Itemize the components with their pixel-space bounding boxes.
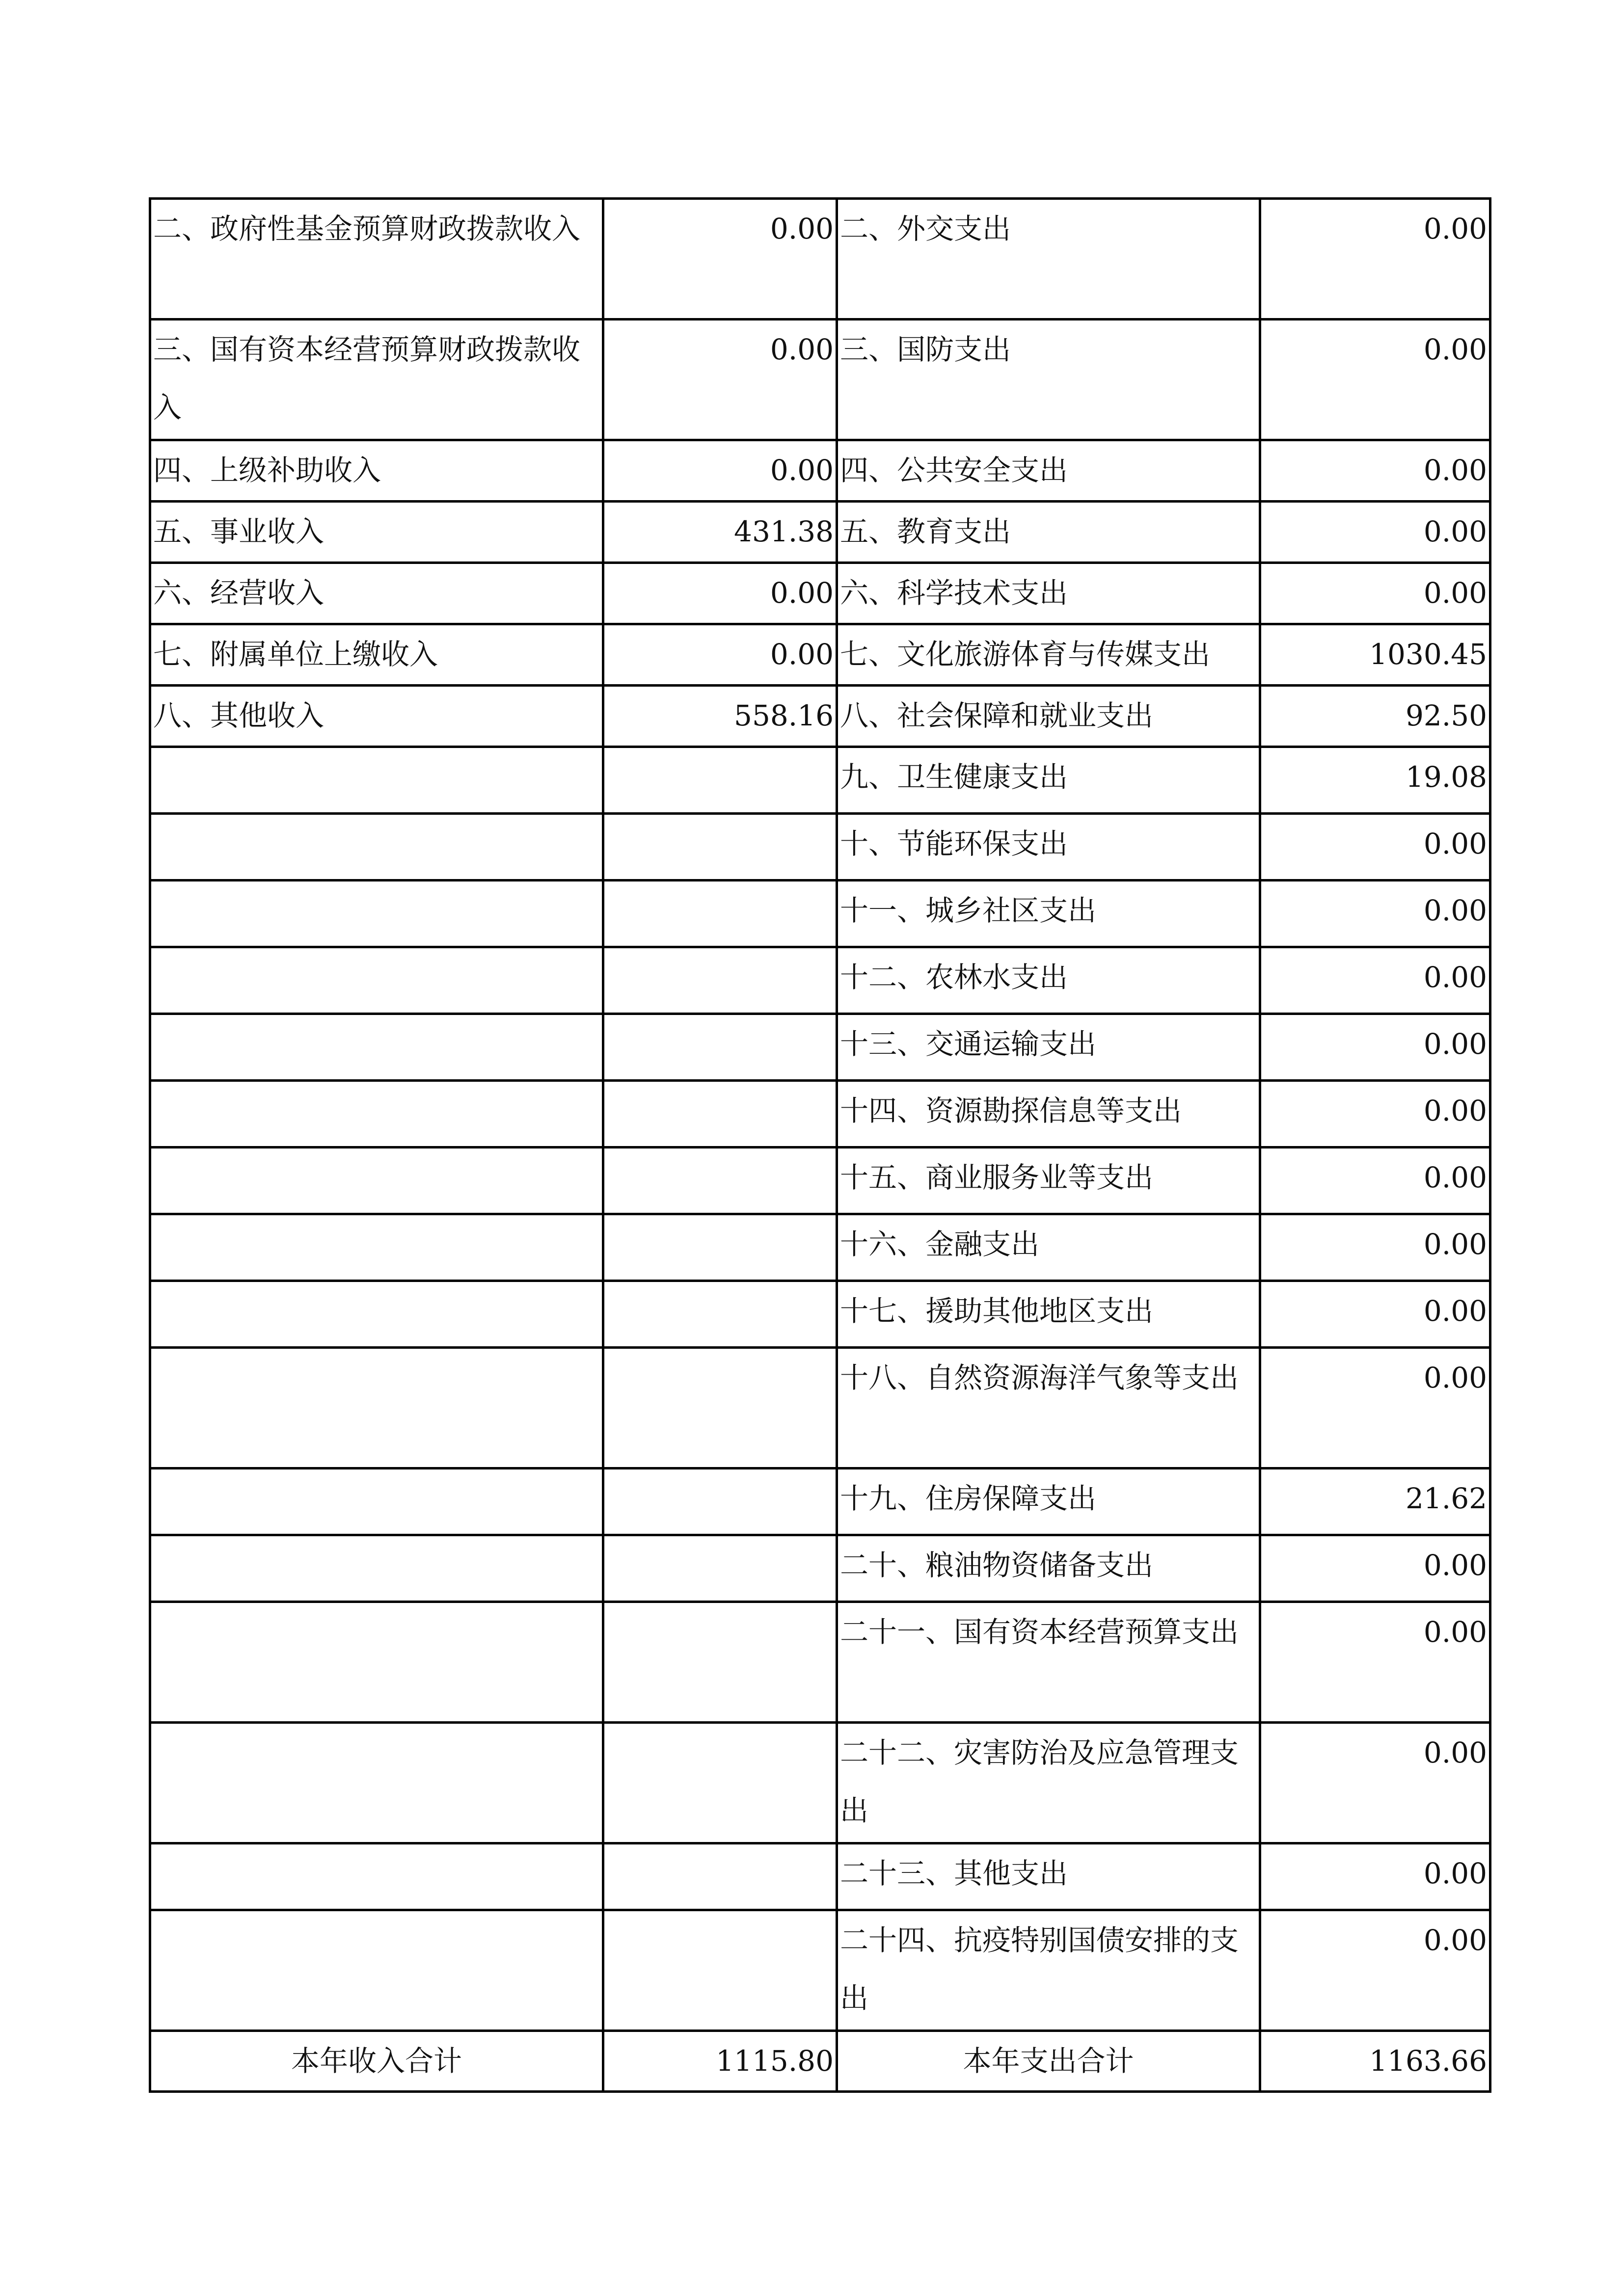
expense-label: 十九、住房保障支出 [837,1468,1260,1535]
expense-total-value: 1163.66 [1260,2031,1490,2092]
table-row [150,563,1490,624]
income-label [150,1348,603,1468]
income-label [150,1468,603,1535]
expense-value: 19.08 [1260,747,1490,814]
income-label [150,1843,603,1910]
income-value: 0.00 [603,624,837,686]
table-row [150,947,1490,1014]
income-label [150,947,603,1014]
expense-label: 十八、自然资源海洋气象等支出 [837,1348,1260,1468]
income-label: 二、政府性基金预算财政拨款收入 [150,199,603,320]
expense-label: 八、社会保障和就业支出 [837,686,1260,747]
income-value [603,1468,837,1535]
totals-row [150,2031,1490,2092]
budget-table [149,197,1491,2093]
table-row [150,1148,1490,1214]
table-row [150,1535,1490,1602]
income-value: 0.00 [603,320,837,440]
table-row [150,686,1490,747]
table-row [150,1214,1490,1281]
table-row [150,747,1490,814]
table-row [150,814,1490,881]
expense-label: 十七、援助其他地区支出 [837,1281,1260,1348]
income-label [150,1723,603,1843]
income-value [603,1348,837,1468]
expense-label: 十四、资源勘探信息等支出 [837,1081,1260,1148]
table-row [150,320,1490,440]
income-value: 0.00 [603,199,837,320]
table-row [150,1081,1490,1148]
expense-value: 21.62 [1260,1468,1490,1535]
table-row [150,199,1490,320]
table-row [150,440,1490,502]
table-row [150,881,1490,947]
expense-label: 十六、金融支出 [837,1214,1260,1281]
expense-value: 0.00 [1260,1214,1490,1281]
income-label: 三、国有资本经营预算财政拨款收入 [150,320,603,440]
income-value [603,1843,837,1910]
expense-label: 二十二、灾害防治及应急管理支出 [837,1723,1260,1843]
income-label [150,1081,603,1148]
income-value [603,1535,837,1602]
expense-value: 0.00 [1260,1081,1490,1148]
income-value [603,881,837,947]
expense-label: 十五、商业服务业等支出 [837,1148,1260,1214]
income-label: 七、附属单位上缴收入 [150,624,603,686]
income-value [603,1602,837,1723]
income-label [150,881,603,947]
expense-value: 0.00 [1260,563,1490,624]
expense-value: 0.00 [1260,1281,1490,1348]
expense-value: 0.00 [1260,199,1490,320]
table-row [150,1723,1490,1843]
income-value [603,1081,837,1148]
table-row [150,1843,1490,1910]
table-row [150,502,1490,563]
expense-value: 0.00 [1260,881,1490,947]
income-label [150,1281,603,1348]
expense-value: 0.00 [1260,320,1490,440]
expense-value: 0.00 [1260,440,1490,502]
expense-value: 0.00 [1260,1148,1490,1214]
expense-label: 十一、城乡社区支出 [837,881,1260,947]
income-value: 0.00 [603,440,837,502]
expense-label: 十三、交通运输支出 [837,1014,1260,1081]
income-label [150,747,603,814]
expense-label: 四、公共安全支出 [837,440,1260,502]
expense-value: 0.00 [1260,1535,1490,1602]
income-label: 四、上级补助收入 [150,440,603,502]
income-label: 八、其他收入 [150,686,603,747]
income-value [603,747,837,814]
income-value: 558.16 [603,686,837,747]
expense-total-label: 本年支出合计 [837,2031,1260,2092]
income-total-label: 本年收入合计 [150,2031,603,2092]
income-value [603,947,837,1014]
expense-label: 二十三、其他支出 [837,1843,1260,1910]
expense-value: 1030.45 [1260,624,1490,686]
expense-label: 二、外交支出 [837,199,1260,320]
income-value: 431.38 [603,502,837,563]
expense-value: 0.00 [1260,502,1490,563]
table-row [150,1602,1490,1723]
expense-label: 十、节能环保支出 [837,814,1260,881]
income-value [603,1910,837,2031]
income-label [150,1535,603,1602]
income-value [603,1014,837,1081]
income-value [603,814,837,881]
expense-label: 九、卫生健康支出 [837,747,1260,814]
expense-label: 二十、粮油物资储备支出 [837,1535,1260,1602]
table-row [150,1281,1490,1348]
income-label [150,1148,603,1214]
income-label [150,1910,603,2031]
income-total-value: 1115.80 [603,2031,837,2092]
expense-value: 0.00 [1260,1843,1490,1910]
income-value: 0.00 [603,563,837,624]
expense-value: 0.00 [1260,1014,1490,1081]
expense-label: 七、文化旅游体育与传媒支出 [837,624,1260,686]
expense-label: 二十一、国有资本经营预算支出 [837,1602,1260,1723]
expense-value: 0.00 [1260,1723,1490,1843]
expense-value: 0.00 [1260,1348,1490,1468]
income-label [150,1014,603,1081]
income-value [603,1723,837,1843]
table-row [150,1014,1490,1081]
expense-label: 二十四、抗疫特别国债安排的支出 [837,1910,1260,2031]
table-row [150,1910,1490,2031]
income-label: 六、经营收入 [150,563,603,624]
income-value [603,1214,837,1281]
expense-label: 五、教育支出 [837,502,1260,563]
table-row [150,1468,1490,1535]
income-label [150,814,603,881]
income-label: 五、事业收入 [150,502,603,563]
expense-value: 0.00 [1260,814,1490,881]
income-value [603,1148,837,1214]
expense-value: 92.50 [1260,686,1490,747]
income-label [150,1214,603,1281]
expense-value: 0.00 [1260,1910,1490,2031]
income-label [150,1602,603,1723]
table-row [150,624,1490,686]
income-value [603,1281,837,1348]
expense-label: 六、科学技术支出 [837,563,1260,624]
table-row [150,1348,1490,1468]
expense-label: 三、国防支出 [837,320,1260,440]
expense-value: 0.00 [1260,1602,1490,1723]
expense-value: 0.00 [1260,947,1490,1014]
expense-label: 十二、农林水支出 [837,947,1260,1014]
